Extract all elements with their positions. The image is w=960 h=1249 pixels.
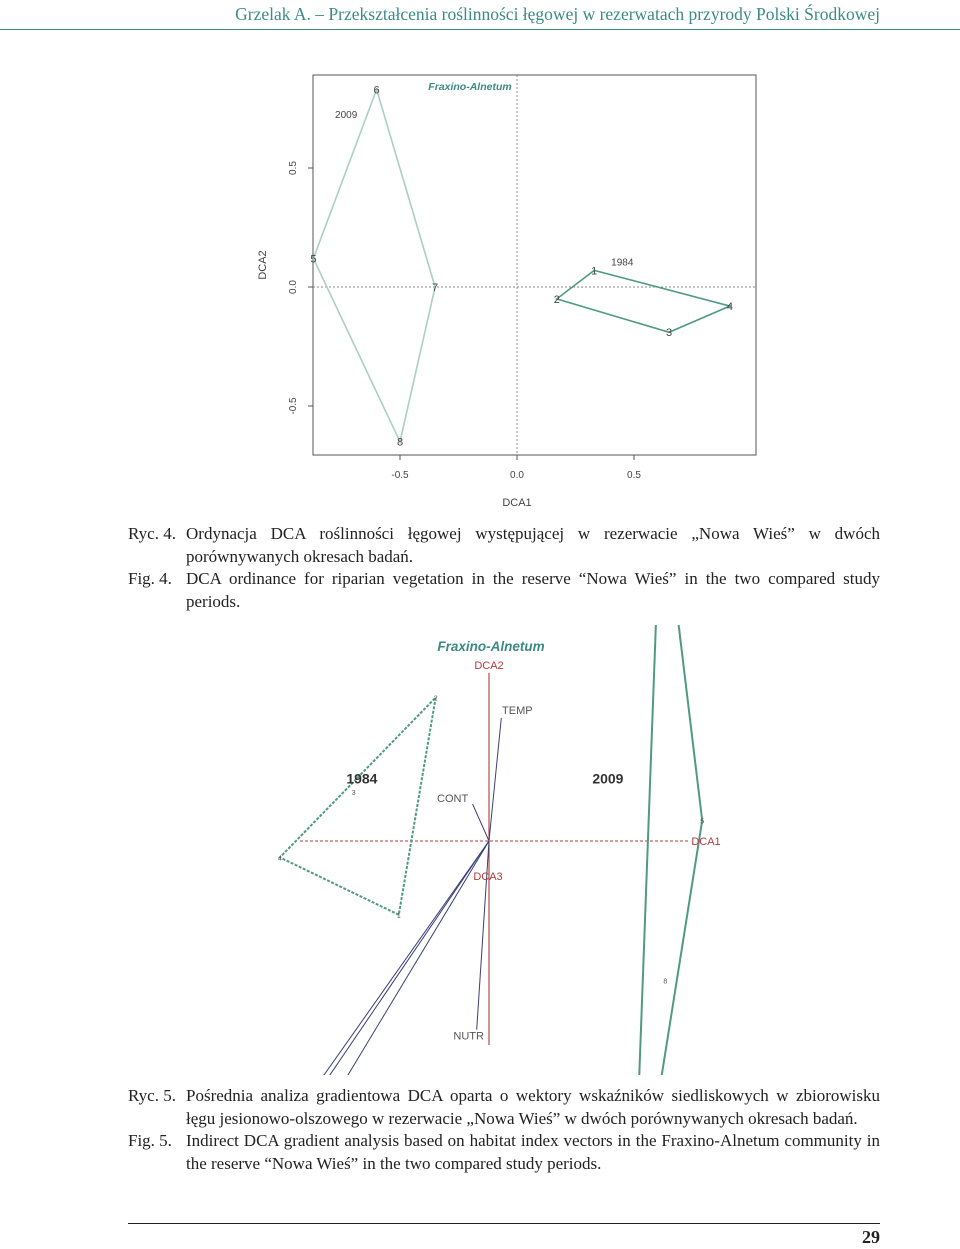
figure5-caption (128, 1085, 880, 1175)
figure5-dca-gradient-plot (0, 625, 960, 1075)
fig4-point-3: 3 (666, 327, 673, 340)
fig5-vector-cont (473, 804, 489, 841)
fig4-y-tick-label: 0.0 (288, 280, 299, 294)
fig4-x-axis-label: DCA1 (502, 497, 532, 509)
fig5-vector-temp (489, 718, 501, 841)
fig5-point-3: 3 (351, 789, 356, 797)
fig4-y-tick-label: -0.5 (288, 397, 299, 415)
fig5-point-5: 5 (700, 818, 705, 826)
fig5-point-1: 1 (396, 912, 401, 920)
fig5-group-label-2009: 2009 (592, 770, 624, 787)
fig5-title: Fraxino-Alnetum (437, 639, 545, 654)
fig5-axis-label-dca3: DCA3 (473, 871, 503, 883)
fig5-vector-label-cont: CONT (437, 793, 469, 806)
fig5-point-2: 2 (433, 695, 438, 703)
figure4-caption (128, 523, 880, 613)
fig4-point-7: 7 (432, 282, 439, 294)
footer-rule (128, 1223, 880, 1224)
fig5-caption-en: Indirect DCA gradient analysis based on habitat index vectors in the Fraxino-Alnetum community in the reserve “Nowa Wieś” in the two compared study periods. (186, 1131, 880, 1173)
fig4-title: Fraxino-Alnetum (428, 81, 512, 93)
figure4-dca-plot (0, 30, 960, 510)
fig4-series-label-2009: 2009 (335, 110, 358, 122)
fig5-caption-pl: Pośrednia analiza gradientowa DCA oparta o wektory wskaźników siedliskowych w zbiorowisku łęgu jesionowo-olszowego w rezerwacie „Nowa Wieś” w dwóch porównywanych okresach badań. (186, 1086, 880, 1128)
fig4-point-1: 1 (591, 265, 598, 278)
fig4-x-tick-label: -0.5 (391, 470, 409, 481)
fig4-polygon-2009 (313, 89, 435, 441)
fig4-point-8: 8 (396, 436, 404, 449)
fig4-point-4: 4 (726, 301, 734, 314)
fig4-y-tick-label: 0.5 (288, 161, 299, 175)
fig5-vector-label-temp: TEMP (502, 705, 533, 717)
fig4-polygon-1984 (557, 270, 730, 332)
fig5-vector-label-nutr: NUTR (453, 1030, 484, 1043)
fig5-caption-en-label: Fig. 5. (128, 1131, 172, 1150)
fig4-point-5: 5 (310, 253, 317, 266)
fig4-caption-en-label: Fig. 4. (128, 569, 172, 588)
fig4-caption-pl: Ordynacja DCA roślinności łęgowej występującej w rezerwacie „Nowa Wieś” w dwóch porównywanych okresach badań. (186, 524, 880, 566)
fig5-vector-nutr (477, 841, 489, 1030)
fig5-caption-pl-label: Ryc. 5. (128, 1086, 176, 1105)
fig5-point-8: 8 (663, 978, 668, 986)
running-head (0, 0, 960, 28)
fig4-x-tick-label: 0.5 (627, 470, 641, 481)
fig5-group-label-1984: 1984 (346, 770, 378, 787)
fig4-point-6: 6 (373, 84, 380, 97)
fig4-point-2: 2 (553, 293, 560, 306)
fig5-axis-label-dca1: DCA1 (691, 836, 721, 848)
fig5-point-4: 4 (277, 855, 282, 863)
fig4-caption-pl-label: Ryc. 4. (128, 524, 176, 543)
page-number: 29 (862, 1227, 880, 1247)
fig5-axis-label-dca2: DCA2 (474, 660, 504, 672)
running-head-text: Grzelak A. – Przekształcenia roślinności łęgowej w rezerwatach przyrody Polski Środkowej (235, 4, 880, 24)
fig5-polygon-2009 (633, 625, 703, 1075)
fig4-x-tick-label: 0.0 (510, 470, 524, 481)
fig4-y-axis-label: DCA2 (257, 250, 269, 280)
fig4-series-label-1984: 1984 (611, 257, 634, 269)
fig5-polygon-1984 (277, 695, 438, 915)
fig4-caption-en: DCA ordinance for riparian vegetation in the reserve “Nowa Wieś” in the two compared study periods. (186, 569, 880, 611)
